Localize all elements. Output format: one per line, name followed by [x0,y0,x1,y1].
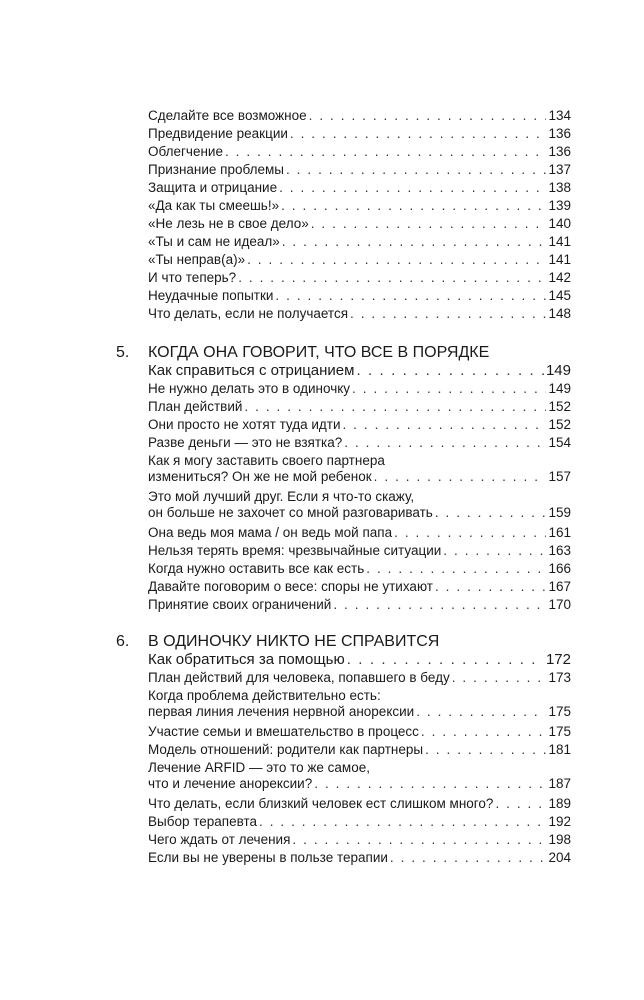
entry-page: 204 [548,850,571,865]
toc-entry [148,796,571,812]
toc-entry [148,198,571,214]
entry-page: 159 [548,505,571,520]
chapter-subtitle [148,362,571,380]
toc-entry [148,252,571,268]
entry-page: 141 [548,252,571,267]
entry-title: И что теперь? [148,270,237,285]
dot-leader [292,832,546,848]
toc-entry [148,108,571,124]
toc-entry [148,453,571,485]
entry-page: 163 [548,543,571,558]
entry-title: «Ты неправ(а)» [148,252,246,267]
entry-page: 142 [548,270,571,285]
dot-leader [225,144,546,160]
entry-title: Когда нужно оставить все как есть [148,561,365,576]
toc-entry [148,126,571,142]
toc-entry [148,162,571,178]
entry-title: Признание проблемы [148,162,284,177]
entry-title: Нельзя терять время: чрезвычайные ситуации [148,543,442,558]
dot-leader [282,234,547,250]
entry-page: 154 [548,435,571,450]
toc-entry [148,306,571,322]
entry-title: Разве деньги — это не взятка? [148,435,343,450]
toc-entry [148,381,571,397]
dot-leader [435,579,547,595]
dot-leader [259,814,546,830]
entry-page: 175 [548,704,571,719]
entry-page: 152 [548,417,571,432]
entry-title: План действий для человека, попавшего в беду [148,670,450,685]
toc-entry [148,144,571,160]
entry-page: 141 [548,234,571,249]
entry-title: Выбор терапевта [148,814,257,829]
entry-title: Сделайте все возможное [148,108,307,123]
dot-leader [333,597,546,613]
dot-leader [314,776,546,792]
entry-page: 192 [548,814,571,829]
entry-title: «Не лезь не в свое дело» [148,216,309,231]
dot-leader [390,850,547,866]
entry-title: Неудачные попытки [148,288,274,303]
dot-leader [281,198,546,214]
toc-entry [148,180,571,196]
toc-entry [148,724,571,740]
entry-page: 175 [548,724,571,739]
dot-leader [309,108,547,124]
dot-leader [394,525,546,541]
dot-leader [421,724,547,740]
dot-leader [244,399,546,415]
entry-page: 148 [548,306,571,321]
toc-entry [148,760,571,792]
toc-entry [148,597,571,613]
entry-page: 161 [548,525,571,540]
entry-page: 136 [548,144,571,159]
entry-title-line: Это мой лучший друг. Если я что-то скажу, [148,489,415,504]
dot-leader [356,362,544,380]
toc-entry [148,417,571,433]
entry-title-line: Как я могу заставить своего партнера [148,453,385,468]
entry-page: 138 [548,180,571,195]
subtitle-title: Как обратиться за помощью [148,651,345,668]
entry-page: 187 [548,776,571,791]
entry-page: 137 [548,162,571,177]
entry-page: 172 [545,651,571,668]
dot-leader [347,651,544,669]
entry-page: 139 [548,198,571,213]
entry-title-line: Когда проблема действительно есть: [148,688,381,703]
toc-entry [148,399,571,415]
dot-leader [247,252,546,268]
chapter-number: 6. [116,633,130,650]
entry-page: 173 [548,670,571,685]
toc-entry [148,742,571,758]
entry-title: он больше не захочет со мной разговаривать [148,505,433,520]
entry-page: 136 [548,126,571,141]
chapter-title: КОГДА ОНА ГОВОРИТ, ЧТО ВСЕ В ПОРЯДКЕ [148,344,490,361]
entry-title: Участие семьи и вмешательство в процесс [148,724,419,739]
entry-title: Что делать, если близкий человек ест слишком много? [148,796,494,811]
toc-entry [148,688,571,720]
chapter-subtitle [148,651,571,669]
entry-page: 167 [548,579,571,594]
toc-entry [148,288,571,304]
toc-entry [148,561,571,577]
dot-leader [286,162,546,178]
entry-page: 157 [548,469,571,484]
entry-page: 149 [545,362,571,379]
entry-page: 149 [548,381,571,396]
entry-title: Предвидение реакции [148,126,288,141]
entry-page: 134 [548,108,571,123]
toc-entry [148,814,571,830]
entry-title: Давайте поговорим о весе: споры не утихают [148,579,433,594]
entry-title: Они просто не хотят туда идти [148,417,341,432]
dot-leader [350,306,546,322]
entry-page: 181 [548,742,571,757]
toc-entry [148,216,571,232]
dot-leader [238,270,546,286]
dot-leader [435,505,547,521]
entry-title-line: Лечение ARFID — это то же самое, [148,760,370,775]
dot-leader [374,469,547,485]
entry-page: 189 [548,796,571,811]
toc-entry [148,234,571,250]
entry-title: что и лечение анорексии? [148,776,313,791]
dot-leader [311,216,547,232]
subtitle-title: Как справиться с отрицанием [148,362,355,379]
toc-entry [148,525,571,541]
entry-title: Она ведь моя мама / он ведь мой папа [148,525,393,540]
dot-leader [452,670,547,686]
entry-title: Защита и отрицание [148,180,278,195]
dot-leader [416,704,546,720]
entry-title: Не нужно делать это в одиночку [148,381,351,396]
toc-entry [148,435,571,451]
entry-title: первая линия лечения нервной анорексии [148,704,415,719]
entry-title: Если вы не уверены в пользе терапии [148,850,388,865]
entry-title: Чего ждать от лечения [148,832,291,847]
entry-page: 198 [548,832,571,847]
toc-entry [148,670,571,686]
chapter-number: 5. [116,344,130,361]
dot-leader [366,561,546,577]
entry-page: 170 [548,597,571,612]
entry-title: Что делать, если не получается [148,306,349,321]
dot-leader [443,543,546,559]
dot-leader [352,381,546,397]
toc-entry [148,850,571,866]
dot-leader [290,126,547,142]
toc-entry [148,270,571,286]
dot-leader [279,180,546,196]
entry-title: Принятие своих ограничений [148,597,332,612]
chapter-title: В ОДИНОЧКУ НИКТО НЕ СПРАВИТСЯ [148,633,440,650]
toc-entry [148,832,571,848]
entry-title: Модель отношений: родители как партнеры [148,742,424,757]
toc-entry [148,543,571,559]
entry-page: 145 [548,288,571,303]
dot-leader [425,742,546,758]
entry-page: 166 [548,561,571,576]
entry-title: План действий [148,399,243,414]
entry-title: «Да как ты смеешь!» [148,198,280,213]
toc-entry [148,579,571,595]
entry-title: измениться? Он же не мой ребенок [148,469,372,484]
entry-title: Облегчение [148,144,223,159]
entry-title: «Ты и сам не идеал» [148,234,280,249]
dot-leader [344,435,546,451]
dot-leader [342,417,546,433]
dot-leader [275,288,546,304]
toc-entry [148,489,571,521]
entry-page: 140 [548,216,571,231]
entry-page: 152 [548,399,571,414]
dot-leader [495,796,546,812]
